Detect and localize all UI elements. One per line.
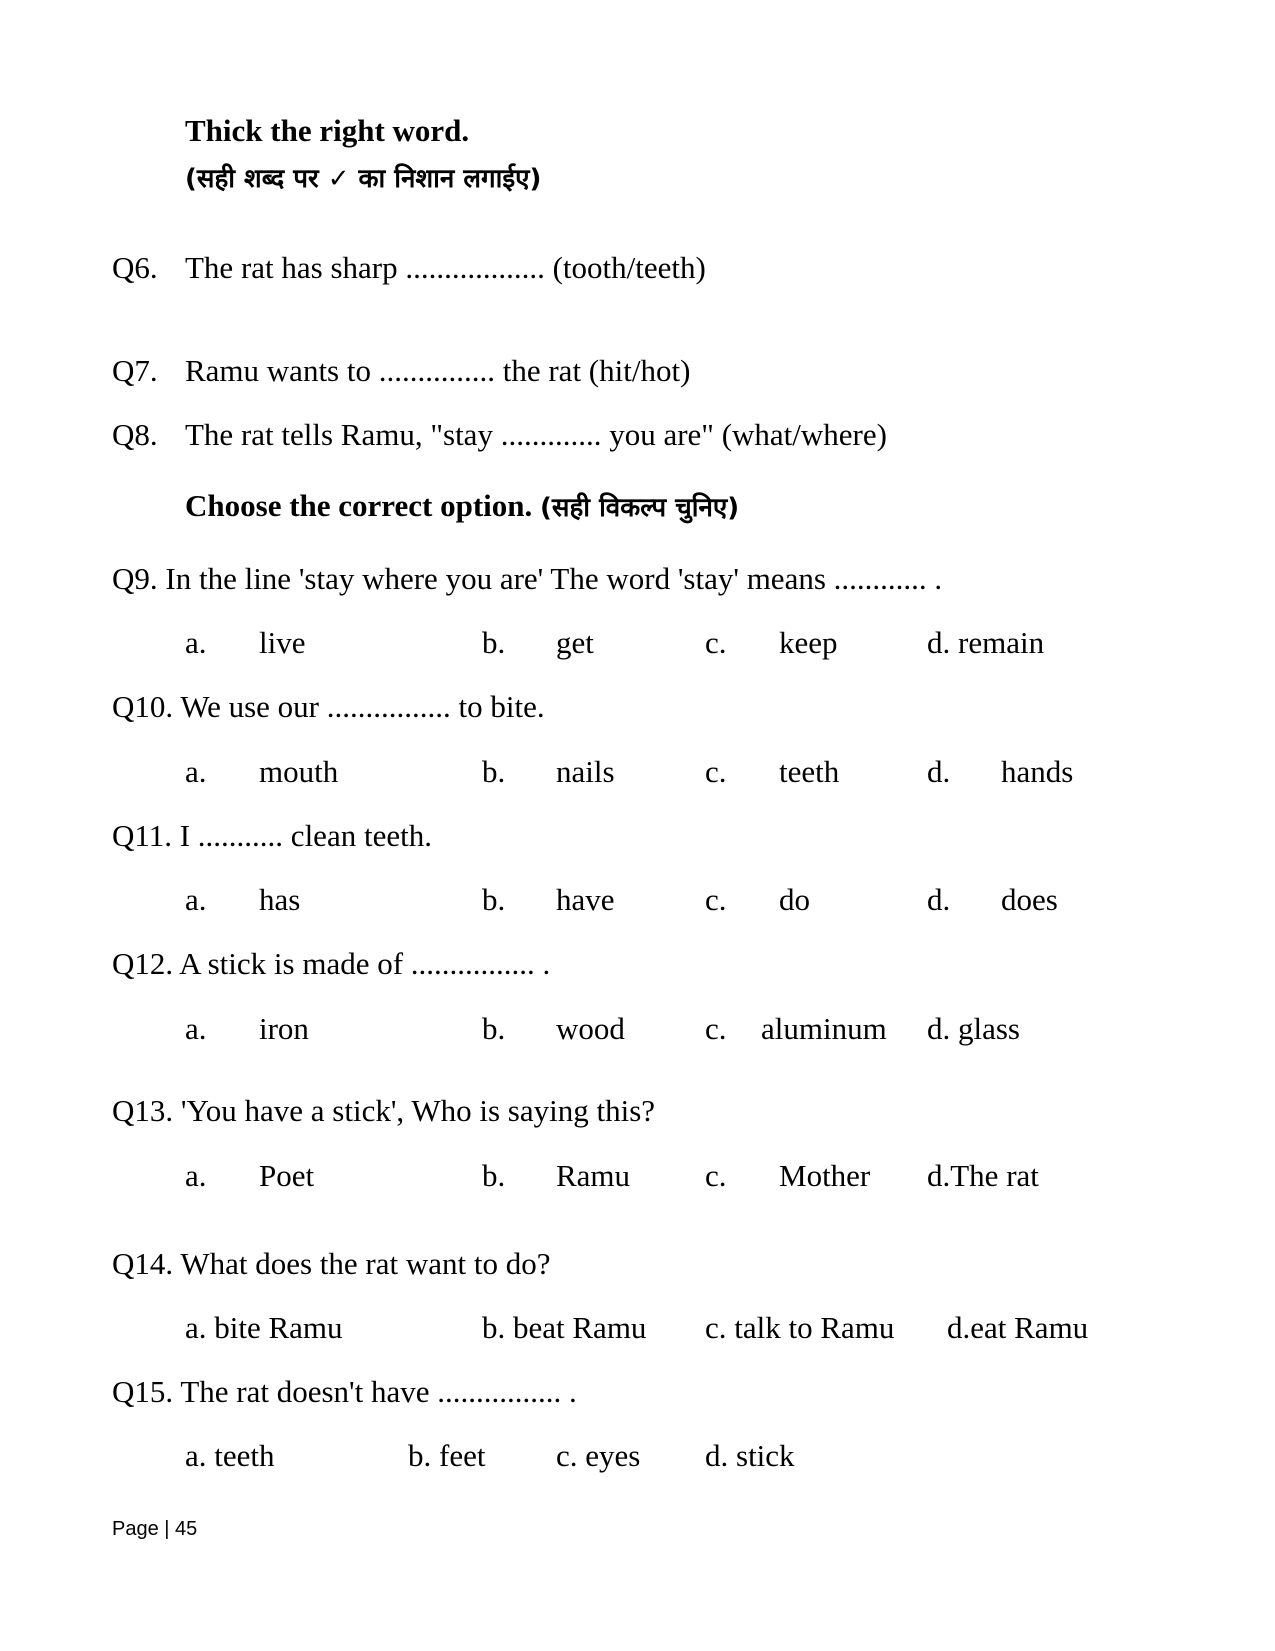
section-title: Thick the right word. [185, 113, 470, 148]
q11-option-a: has [259, 882, 301, 917]
q13-option-d: d.The rat [927, 1158, 1039, 1193]
q11-option-d-letter: d. [927, 882, 951, 917]
q15-option-b: b. feet [408, 1438, 486, 1473]
question-q10-text: Q10. We use our ................ to bite. [112, 689, 545, 724]
question-q6-text: The rat has sharp .................. (tooth/teeth) [185, 250, 706, 285]
question-q14-text: Q14. What does the rat want to do? [112, 1246, 551, 1281]
q9-option-a-letter: a. [185, 625, 207, 660]
section-subtitle-hindi: (सही शब्द पर ✓ का निशान लगाईए) [185, 164, 542, 194]
q13-option-a: Poet [259, 1158, 315, 1193]
q11-option-b-letter: b. [482, 882, 506, 917]
q12-option-a: iron [259, 1011, 309, 1046]
q14-option-a: a. bite Ramu [185, 1310, 343, 1345]
q11-option-b: have [556, 882, 615, 917]
q13-option-b-letter: b. [482, 1158, 506, 1193]
q11-option-c: do [779, 882, 810, 917]
q9-option-a: live [259, 625, 306, 660]
q12-option-a-letter: a. [185, 1011, 207, 1046]
section2-title: Choose the correct option. [185, 488, 533, 523]
section2-title-row [185, 490, 739, 521]
q13-option-b: Ramu [556, 1158, 631, 1193]
q11-option-a-letter: a. [185, 882, 207, 917]
question-q9-text: Q9. In the line 'stay where you are' The word 'stay' means ............ . [112, 561, 943, 596]
q10-option-d: hands [1001, 754, 1074, 789]
q9-option-b: get [556, 625, 594, 660]
question-q6-number: Q6. [112, 250, 158, 285]
q11-option-d: does [1001, 882, 1058, 917]
q10-option-b: nails [556, 754, 615, 789]
q13-option-c-letter: c. [705, 1158, 727, 1193]
question-q7-number: Q7. [112, 353, 158, 388]
q11-option-c-letter: c. [705, 882, 727, 917]
q10-option-b-letter: b. [482, 754, 506, 789]
question-q8-number: Q8. [112, 417, 158, 452]
q9-option-d: d. remain [927, 625, 1045, 660]
q12-option-b: wood [556, 1011, 625, 1046]
question-q7-text: Ramu wants to ............... the rat (hit/hot) [185, 353, 691, 388]
q13-option-c: Mother [779, 1158, 871, 1193]
q10-option-c-letter: c. [705, 754, 727, 789]
q14-option-c: c. talk to Ramu [705, 1310, 895, 1345]
q12-option-c-letter: c. [705, 1011, 727, 1046]
question-q11-text: Q11. I ........... clean teeth. [112, 818, 432, 853]
q10-option-d-letter: d. [927, 754, 951, 789]
q10-option-a: mouth [259, 754, 339, 789]
q9-option-c: keep [779, 625, 838, 660]
q15-option-c: c. eyes [556, 1438, 641, 1473]
q14-option-b: b. beat Ramu [482, 1310, 647, 1345]
q12-option-b-letter: b. [482, 1011, 506, 1046]
q10-option-a-letter: a. [185, 754, 207, 789]
page-number: Page | 45 [112, 1518, 198, 1540]
q9-option-c-letter: c. [705, 625, 727, 660]
question-q12-text: Q12. A stick is made of ................ . [112, 946, 551, 981]
q13-option-a-letter: a. [185, 1158, 207, 1193]
q9-option-b-letter: b. [482, 625, 506, 660]
question-q15-text: Q15. The rat doesn't have ................ . [112, 1374, 577, 1409]
q15-option-a: a. teeth [185, 1438, 275, 1473]
question-q13-text: Q13. 'You have a stick', Who is saying this? [112, 1093, 656, 1128]
section2-title-hindi: (सही विकल्प चुनिए) [540, 493, 740, 523]
q10-option-c: teeth [779, 754, 840, 789]
q14-option-d: d.eat Ramu [947, 1310, 1089, 1345]
q15-option-d: d. stick [705, 1438, 795, 1473]
question-q8-text: The rat tells Ramu, "stay ............. you are" (what/where) [185, 417, 887, 452]
q12-option-c: aluminum [761, 1011, 887, 1046]
q12-option-d: d. glass [927, 1011, 1020, 1046]
